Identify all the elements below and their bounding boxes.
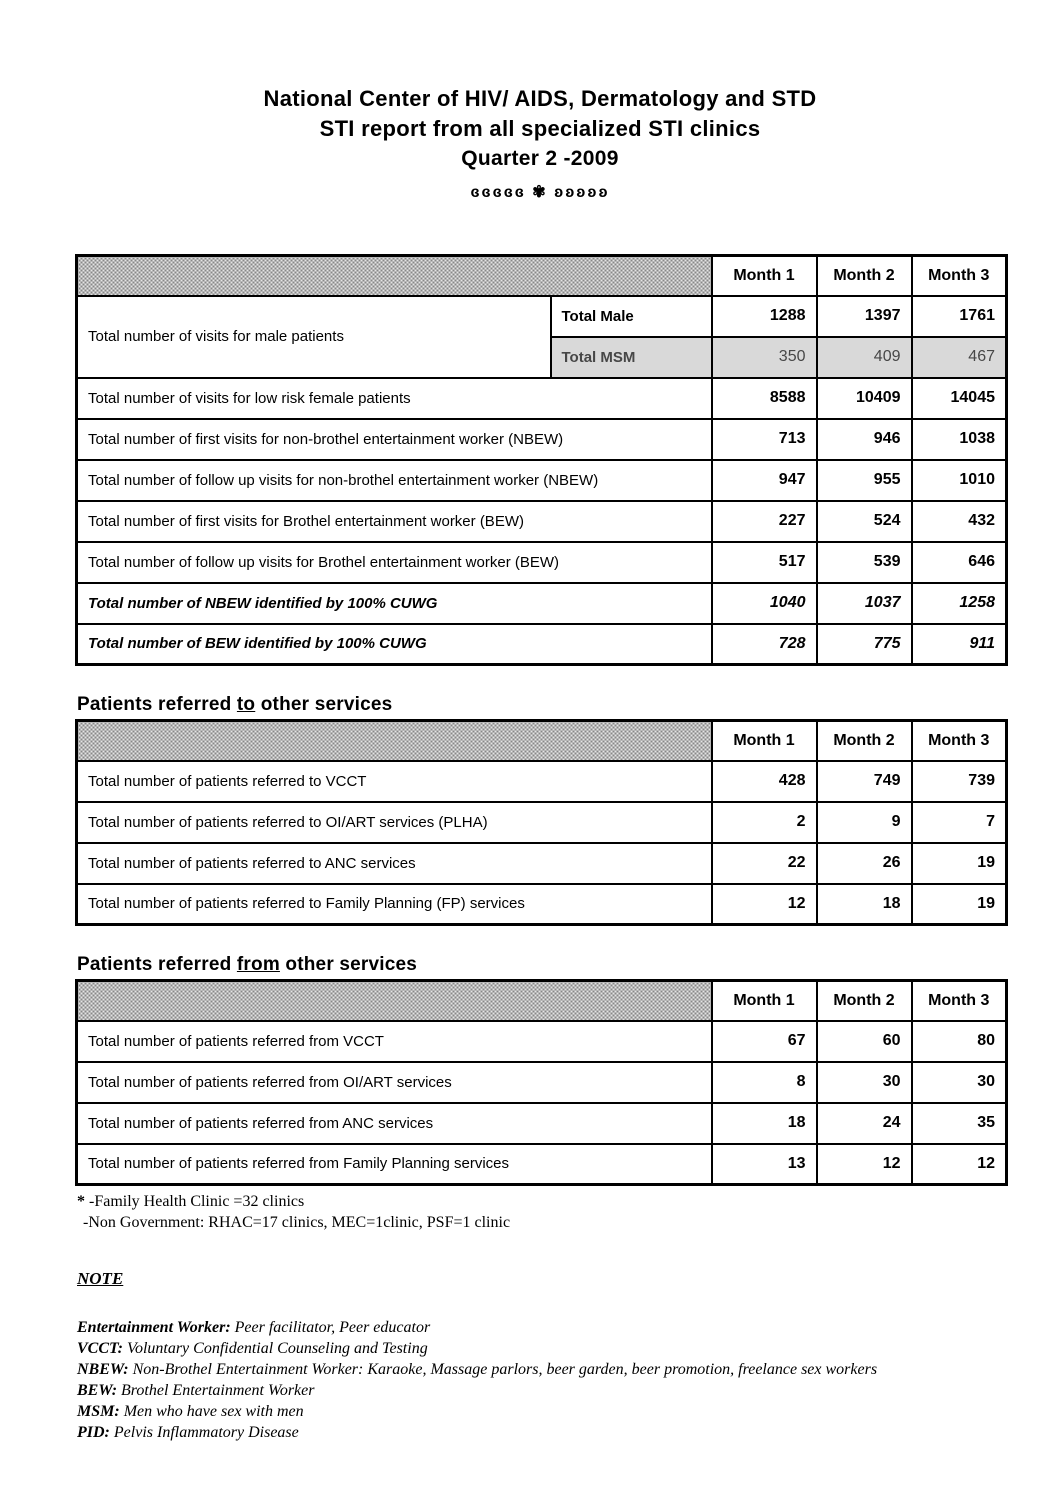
value-cell: 60 [817, 1021, 912, 1062]
title-block [75, 84, 1005, 202]
table-row [77, 501, 1007, 542]
value-cell: 8 [712, 1062, 817, 1103]
value-cell: 1761 [912, 296, 1007, 337]
value-cell: 946 [817, 419, 912, 460]
month-2-header: Month 2 [817, 256, 912, 296]
value-cell: 2 [712, 802, 817, 843]
table-row [77, 884, 1007, 925]
table-row [77, 542, 1007, 583]
table-row [77, 460, 1007, 501]
value-cell: 26 [817, 843, 912, 884]
value-cell: 911 [912, 624, 1007, 665]
value-cell: 739 [912, 761, 1007, 802]
month-2-header: Month 2 [817, 721, 912, 761]
table-row [77, 419, 1007, 460]
value-cell: 22 [712, 843, 817, 884]
definitions-list [77, 1317, 1005, 1443]
row-label: Total number of patients referred to VCCT [77, 761, 712, 802]
heading-underlined-word: from [236, 954, 280, 975]
hatch-header-cell [77, 981, 712, 1021]
value-cell: 955 [817, 460, 912, 501]
value-cell: 539 [817, 542, 912, 583]
value-cell: 713 [712, 419, 817, 460]
table-row [77, 1103, 1007, 1144]
referred-from-heading [77, 954, 1005, 976]
value-cell: 30 [912, 1062, 1007, 1103]
value-cell: 227 [712, 501, 817, 542]
month-1-header: Month 1 [712, 981, 817, 1021]
heading-text: other services [285, 954, 418, 975]
definition-term: VCCT: [77, 1340, 123, 1357]
title-line-1: National Center of HIV/ AIDS, Dermatology and STD [263, 86, 817, 111]
month-3-header: Month 3 [912, 256, 1007, 296]
value-cell: 432 [912, 501, 1007, 542]
value-cell: 517 [712, 542, 817, 583]
value-cell: 749 [817, 761, 912, 802]
footnote-line-2: -Non Government: RHAC=17 clinics, MEC=1clinic, PSF=1 clinic [83, 1214, 511, 1231]
definition-desc: Pelvis Inflammatory Disease [113, 1424, 299, 1441]
referred-to-table [75, 719, 1008, 926]
month-1-header: Month 1 [712, 256, 817, 296]
definition-desc: Voluntary Confidential Counseling and Testing [126, 1340, 428, 1357]
row-label: Total number of BEW identified by 100% CUWG [77, 624, 712, 665]
title-line-2: STI report from all specialized STI clinics [319, 116, 761, 141]
decorative-ornament: ɞɞɞɞɞ ✾ ʚʚʚʚʚ [470, 184, 610, 201]
table-row [77, 802, 1007, 843]
row-label: Total number of first visits for Brothel entertainment worker (BEW) [77, 501, 712, 542]
value-cell: 18 [817, 884, 912, 925]
row-label: Total number of patients referred from VCCT [77, 1021, 712, 1062]
month-1-header: Month 1 [712, 721, 817, 761]
value-cell: 728 [712, 624, 817, 665]
value-cell: 467 [912, 337, 1007, 378]
value-cell: 14045 [912, 378, 1007, 419]
table-row [77, 378, 1007, 419]
asterisk: * [77, 1193, 85, 1210]
definition-desc: Peer facilitator, Peer educator [234, 1319, 431, 1336]
value-cell: 67 [712, 1021, 817, 1062]
definition-desc: Non-Brothel Entertainment Worker: Karaoke, Massage parlors, beer garden, beer promotion, freelance sex workers [132, 1361, 878, 1378]
definition-term: PID: [77, 1424, 110, 1441]
definition-term: NBEW: [77, 1361, 129, 1378]
definition-line [77, 1317, 1005, 1338]
value-cell: 12 [712, 884, 817, 925]
referred-from-table [75, 979, 1008, 1186]
value-cell: 1397 [817, 296, 912, 337]
row-label: Total number of follow up visits for non-brothel entertainment worker (NBEW) [77, 460, 712, 501]
footnote-line-1 [77, 1191, 1005, 1212]
table-header-row [77, 256, 1007, 296]
note-heading: NOTE [77, 1269, 124, 1288]
value-cell: 1258 [912, 583, 1007, 624]
value-cell: 13 [712, 1144, 817, 1185]
table-row [77, 1021, 1007, 1062]
value-cell: 19 [912, 884, 1007, 925]
table-header-row [77, 721, 1007, 761]
table-row-bew-cuwg [77, 624, 1007, 665]
table-header-row [77, 981, 1007, 1021]
value-cell: 10409 [817, 378, 912, 419]
row-label: Total number of visits for male patients [77, 296, 551, 378]
row-label: Total number of follow up visits for Brothel entertainment worker (BEW) [77, 542, 712, 583]
row-label: Total number of visits for low risk female patients [77, 378, 712, 419]
value-cell: 12 [817, 1144, 912, 1185]
value-cell: 409 [817, 337, 912, 378]
definition-desc: Brothel Entertainment Worker [121, 1382, 315, 1399]
value-cell: 428 [712, 761, 817, 802]
value-cell: 1037 [817, 583, 912, 624]
value-cell: 1288 [712, 296, 817, 337]
definition-term: BEW: [77, 1382, 118, 1399]
table-row [77, 761, 1007, 802]
table-row-nbew-cuwg [77, 583, 1007, 624]
row-label: Total number of patients referred to OI/ART services (PLHA) [77, 802, 712, 843]
value-cell: 947 [712, 460, 817, 501]
value-cell: 350 [712, 337, 817, 378]
row-label: Total number of patients referred from Family Planning services [77, 1144, 712, 1185]
value-cell: 24 [817, 1103, 912, 1144]
value-cell: 19 [912, 843, 1007, 884]
heading-underlined-word: to [236, 694, 256, 715]
visits-table [75, 254, 1008, 666]
heading-text: Patients referred [77, 694, 232, 715]
definition-line [77, 1401, 1005, 1422]
title-line-quarter: Quarter 2 -2009 [461, 147, 619, 170]
definition-line [77, 1380, 1005, 1401]
value-cell: 9 [817, 802, 912, 843]
referred-to-heading [77, 694, 1005, 716]
value-cell: 775 [817, 624, 912, 665]
row-label: Total number of patients referred to ANC services [77, 843, 712, 884]
month-2-header: Month 2 [817, 981, 912, 1021]
definition-line [77, 1338, 1005, 1359]
row-label: Total number of patients referred to Family Planning (FP) services [77, 884, 712, 925]
heading-text: Patients referred [77, 954, 232, 975]
sub-row-label: Total MSM [551, 337, 712, 378]
value-cell: 646 [912, 542, 1007, 583]
month-3-header: Month 3 [912, 721, 1007, 761]
value-cell: 1040 [712, 583, 817, 624]
row-label: Total number of NBEW identified by 100% CUWG [77, 583, 712, 624]
table-row-total-male [77, 296, 1007, 337]
month-3-header: Month 3 [912, 981, 1007, 1021]
definition-desc: Men who have sex with men [123, 1403, 304, 1420]
value-cell: 12 [912, 1144, 1007, 1185]
definition-line [77, 1422, 1005, 1443]
value-cell: 524 [817, 501, 912, 542]
value-cell: 80 [912, 1021, 1007, 1062]
definition-line [77, 1359, 1005, 1380]
sub-row-label: Total Male [551, 296, 712, 337]
hatch-header-cell [77, 256, 712, 296]
value-cell: 35 [912, 1103, 1007, 1144]
value-cell: 30 [817, 1062, 912, 1103]
table-row [77, 843, 1007, 884]
value-cell: 1010 [912, 460, 1007, 501]
value-cell: 1038 [912, 419, 1007, 460]
definition-term: Entertainment Worker: [77, 1319, 231, 1336]
hatch-header-cell [77, 721, 712, 761]
value-cell: 7 [912, 802, 1007, 843]
table-row [77, 1144, 1007, 1185]
definition-term: MSM: [77, 1403, 120, 1420]
table-row [77, 1062, 1007, 1103]
value-cell: 8588 [712, 378, 817, 419]
row-label: Total number of first visits for non-brothel entertainment worker (NBEW) [77, 419, 712, 460]
row-label: Total number of patients referred from OI/ART services [77, 1062, 712, 1103]
value-cell: 18 [712, 1103, 817, 1144]
footnotes [77, 1191, 1005, 1233]
document-body [75, 0, 1005, 1443]
heading-text: other services [260, 694, 393, 715]
row-label: Total number of patients referred from ANC services [77, 1103, 712, 1144]
footnote-text: -Family Health Clinic =32 clinics [89, 1193, 305, 1210]
